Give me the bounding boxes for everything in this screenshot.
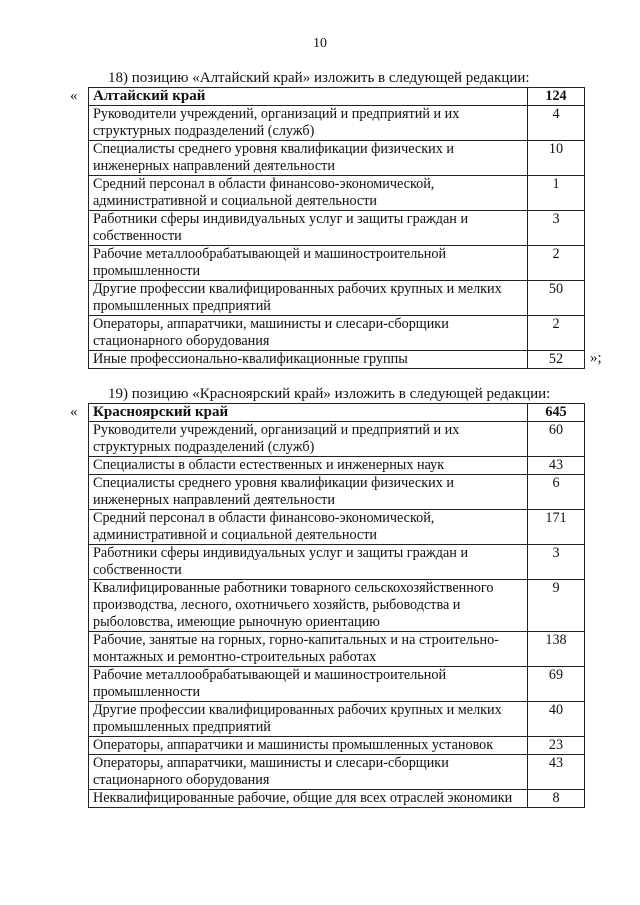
row-label: Специалисты среднего уровня квалификации физических и инженерных направлений деятельности [89,475,528,510]
region-name: Алтайский край [89,88,528,106]
row-label: Средний персонал в области финансово-экономической, административной и социальной деятельности [89,176,528,211]
row-value: 3 [528,211,585,246]
row-value: 43 [528,755,585,790]
row-value: 171 [528,510,585,545]
row-label: Операторы, аппаратчики, машинисты и слесари-сборщики стационарного оборудования [89,316,528,351]
row-value: 52 [528,351,585,369]
krasnoyarsk-table [88,403,585,808]
row-label: Работники сферы индивидуальных услуг и защиты граждан и собственности [89,211,528,246]
table-row [89,211,585,246]
table-row [89,755,585,790]
table-row [89,316,585,351]
region-name: Красноярский край [89,404,528,422]
table-row [89,790,585,808]
row-value: 2 [528,316,585,351]
table-row [89,580,585,632]
row-label: Рабочие металлообрабатывающей и машиностроительной промышленности [89,667,528,702]
row-value: 50 [528,281,585,316]
table-row [89,737,585,755]
section-18-quote-open: « [70,88,78,104]
table-header-row [89,88,585,106]
table-row [89,475,585,510]
row-value: 9 [528,580,585,632]
section-19-intro: 19) позицию «Красноярский край» изложить в следующей редакции: [108,386,551,402]
row-label: Неквалифицированные рабочие, общие для всех отраслей экономики [89,790,528,808]
row-value: 23 [528,737,585,755]
row-value: 138 [528,632,585,667]
row-label: Другие профессии квалифицированных рабочих крупных и мелких промышленных предприятий [89,281,528,316]
altai-table [88,87,585,369]
table-row [89,510,585,545]
section-18-intro: 18) позицию «Алтайский край» изложить в следующей редакции: [108,70,530,86]
row-label: Операторы, аппаратчики, машинисты и слесари-сборщики стационарного оборудования [89,755,528,790]
table-row [89,106,585,141]
row-label: Руководители учреждений, организаций и предприятий и их структурных подразделений (служб) [89,106,528,141]
page-number: 10 [313,36,327,51]
row-label: Специалисты среднего уровня квалификации физических и инженерных направлений деятельности [89,141,528,176]
row-label: Специалисты в области естественных и инженерных наук [89,457,528,475]
table-row [89,632,585,667]
row-label: Руководители учреждений, организаций и предприятий и их структурных подразделений (служб) [89,422,528,457]
row-value: 40 [528,702,585,737]
table-row [89,351,585,369]
row-value: 2 [528,246,585,281]
row-value: 8 [528,790,585,808]
row-label: Средний персонал в области финансово-экономической, административной и социальной деятельности [89,510,528,545]
row-value: 60 [528,422,585,457]
row-value: 6 [528,475,585,510]
table-row [89,702,585,737]
region-total: 124 [528,88,585,106]
table-row [89,667,585,702]
row-label: Рабочие металлообрабатывающей и машиностроительной промышленности [89,246,528,281]
row-value: 69 [528,667,585,702]
row-value: 10 [528,141,585,176]
table-header-row [89,404,585,422]
row-label: Другие профессии квалифицированных рабочих крупных и мелких промышленных предприятий [89,702,528,737]
row-label: Квалифицированные работники товарного сельскохозяйственного производства, лесного, охотничьего хозяйств, рыбоводства и рыболовства, имеющие рыночную ориентацию [89,580,528,632]
row-value: 4 [528,106,585,141]
row-label: Рабочие, занятые на горных, горно-капитальных и на строительно-монтажных и ремонтно-строительных работах [89,632,528,667]
row-value: 43 [528,457,585,475]
table-row [89,422,585,457]
row-label: Иные профессионально-квалификационные группы [89,351,528,369]
row-value: 1 [528,176,585,211]
table-row [89,246,585,281]
table-row [89,545,585,580]
section-18-quote-close: »; [590,350,602,366]
table-row [89,176,585,211]
section-19-quote-open: « [70,404,78,420]
row-label: Операторы, аппаратчики и машинисты промышленных установок [89,737,528,755]
row-label: Работники сферы индивидуальных услуг и защиты граждан и собственности [89,545,528,580]
table-row [89,281,585,316]
row-value: 3 [528,545,585,580]
table-row [89,457,585,475]
region-total: 645 [528,404,585,422]
table-row [89,141,585,176]
